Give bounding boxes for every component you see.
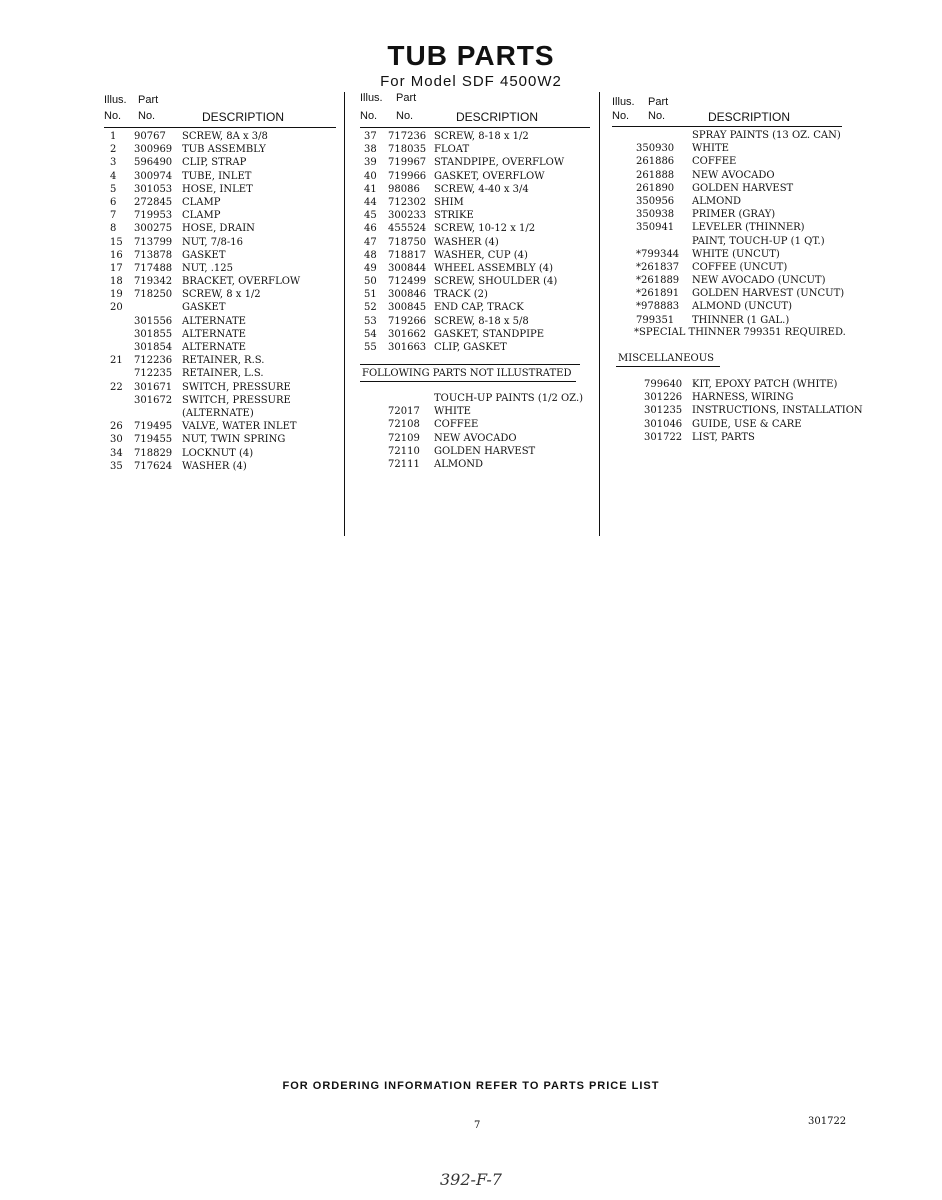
parts-row (612, 169, 862, 182)
illus-number: 38 (364, 144, 377, 156)
header-part-no: No. (396, 110, 414, 122)
part-number: 350956 (636, 195, 675, 207)
parts-row (360, 288, 590, 301)
parts-row (360, 405, 590, 418)
part-description: GASKET, STANDPIPE (434, 328, 545, 340)
part-number: 596490 (134, 157, 173, 169)
section-underline (616, 366, 720, 367)
part-description: ALTERNATE (182, 328, 246, 340)
header-illus: Illus. (360, 92, 383, 104)
part-description: ALMOND (UNCUT) (692, 301, 792, 313)
part-number: 350941 (636, 222, 675, 234)
header-part-no: No. (138, 110, 156, 122)
illus-number: 4 (110, 170, 117, 182)
column-divider (599, 92, 600, 536)
parts-row (104, 143, 336, 156)
illus-number: 16 (110, 249, 123, 261)
part-description: RETAINER, L.S. (182, 368, 264, 380)
parts-row (360, 315, 590, 328)
parts-row (612, 208, 862, 221)
column-header (104, 92, 336, 128)
header-part: Part (648, 96, 669, 108)
parts-row (104, 460, 336, 473)
part-description: END CAP, TRACK (434, 302, 524, 314)
part-description: WHEEL ASSEMBLY (4) (434, 262, 553, 274)
header-part: Part (396, 92, 417, 104)
parts-row (612, 221, 862, 234)
illus-number: 53 (364, 315, 377, 327)
part-description: NEW AVOCADO (434, 432, 517, 444)
parts-row (104, 275, 336, 288)
part-description: PRIMER (GRAY) (692, 209, 776, 221)
part-number: 261888 (636, 169, 675, 181)
part-description: KIT, EPOXY PATCH (WHITE) (692, 379, 838, 390)
part-number: 799351 (636, 314, 675, 326)
part-number: 713799 (134, 236, 173, 248)
parts-list-not-illustrated (360, 392, 590, 471)
parts-row (104, 301, 336, 314)
part-number: 301053 (134, 183, 173, 195)
parts-row (104, 262, 336, 275)
parts-row (612, 195, 862, 208)
parts-row (104, 407, 336, 420)
part-number: 455524 (388, 223, 427, 235)
part-number: 272845 (134, 196, 173, 208)
illus-number: 50 (364, 276, 377, 288)
part-number: 72111 (388, 458, 420, 470)
section-title: MISCELLANEOUS (618, 353, 715, 364)
parts-row (612, 431, 862, 444)
parts-row (360, 183, 590, 196)
illus-number: 55 (364, 342, 377, 353)
illus-number: 35 (110, 460, 123, 472)
illus-number: 5 (110, 183, 117, 195)
part-description: GOLDEN HARVEST (692, 182, 794, 194)
part-number: 72108 (388, 419, 420, 431)
illus-number: 19 (110, 289, 123, 301)
part-description: (ALTERNATE) (182, 407, 254, 419)
parts-row (360, 432, 590, 445)
part-number: *261891 (636, 288, 680, 300)
parts-row (104, 328, 336, 341)
part-number: 301672 (134, 394, 173, 406)
parts-row (104, 249, 336, 262)
part-description: SCREW, 8 x 1/2 (182, 289, 261, 301)
illus-number: 26 (110, 421, 123, 433)
part-description: CLIP, STRAP (182, 157, 247, 169)
part-number: 717624 (134, 460, 173, 472)
parts-row (104, 381, 336, 394)
illus-number: 1 (110, 131, 117, 142)
parts-row (104, 236, 336, 249)
part-number: 98086 (388, 183, 420, 195)
parts-row (360, 130, 590, 143)
parts-row (360, 249, 590, 262)
illus-number: 15 (110, 236, 123, 248)
parts-column-2 (360, 92, 590, 470)
part-number: 301854 (134, 342, 173, 353)
part-number: 717236 (388, 131, 427, 142)
parts-row (612, 248, 862, 261)
parts-row (104, 222, 336, 235)
part-description: SCREW, 8A x 3/8 (182, 131, 268, 142)
part-number: 301663 (388, 342, 427, 353)
part-description: SCREW, 10-12 x 1/2 (434, 223, 536, 235)
header-no: No. (612, 110, 630, 122)
part-description: LEVELER (THINNER) (692, 222, 805, 234)
part-description: TRACK (2) (434, 289, 488, 301)
illus-number: 17 (110, 262, 123, 274)
part-description: GASKET (182, 302, 226, 314)
part-number: 90767 (134, 131, 166, 142)
parts-row (360, 341, 590, 354)
page-title: TUB PARTS (387, 40, 555, 71)
part-description: COFFEE (692, 156, 737, 168)
part-number: 300846 (388, 289, 427, 301)
parts-row (104, 156, 336, 169)
part-description: SCREW, 4-40 x 3/4 (434, 183, 529, 195)
part-description: NUT, .125 (182, 262, 234, 274)
part-description: TUB ASSEMBLY (182, 144, 266, 156)
parts-row (360, 445, 590, 458)
header-illus: Illus. (104, 94, 127, 106)
parts-row (104, 433, 336, 446)
parts-row (612, 391, 862, 404)
parts-row (612, 182, 862, 195)
part-number: 719967 (388, 157, 427, 169)
parts-row (104, 288, 336, 301)
parts-row (104, 394, 336, 407)
part-description: WASHER (4) (434, 236, 499, 248)
parts-row (104, 367, 336, 380)
ordering-note: FOR ORDERING INFORMATION REFER TO PARTS PRICE LIST (282, 1080, 660, 1092)
part-description: THINNER (1 GAL.) (692, 314, 790, 326)
part-number: 300233 (388, 210, 427, 222)
special-note: *SPECIAL THINNER 799351 REQUIRED. (634, 327, 846, 338)
part-description: WASHER, CUP (4) (434, 249, 528, 261)
part-description: HOSE, INLET (182, 183, 253, 195)
part-description: SCREW, SHOULDER (4) (434, 276, 558, 288)
section-underline (360, 381, 576, 382)
part-description: STANDPIPE, OVERFLOW (434, 157, 565, 169)
part-description: PAINT, TOUCH-UP (1 QT.) (692, 235, 825, 247)
part-number: 301671 (134, 381, 173, 393)
part-number: 718817 (388, 249, 427, 261)
part-number: 712499 (388, 276, 427, 288)
part-number: 300844 (388, 262, 427, 274)
part-description: SHIM (434, 196, 464, 208)
part-number: 717488 (134, 262, 173, 274)
parts-row (612, 155, 862, 168)
part-number: 301855 (134, 328, 173, 340)
parts-row (612, 142, 862, 155)
part-number: 72109 (388, 432, 420, 444)
part-number: 300845 (388, 302, 427, 314)
part-number: 350938 (636, 209, 675, 221)
illus-number: 39 (364, 157, 377, 169)
parts-row (104, 447, 336, 460)
part-number: *799344 (636, 248, 680, 260)
part-description: HARNESS, WIRING (692, 392, 794, 404)
parts-row (612, 300, 862, 313)
part-number: 719342 (134, 276, 173, 288)
parts-row (360, 418, 590, 431)
part-number: *261837 (636, 261, 680, 273)
part-description: VALVE, WATER INLET (182, 421, 297, 433)
part-number: 301226 (644, 392, 683, 404)
part-number: 300275 (134, 223, 173, 235)
illus-number: 45 (364, 210, 377, 222)
parts-row (360, 196, 590, 209)
part-description: COFFEE (UNCUT) (692, 261, 788, 273)
parts-list (360, 130, 590, 354)
part-number: 301722 (644, 431, 683, 443)
part-description: CLAMP (182, 196, 221, 208)
part-number: 301662 (388, 328, 427, 340)
header-rule (612, 126, 842, 127)
parts-row (612, 287, 862, 300)
part-description: GASKET, OVERFLOW (434, 170, 545, 182)
parts-row (104, 315, 336, 328)
parts-row (104, 183, 336, 196)
illus-number: 21 (110, 355, 123, 367)
header-description: DESCRIPTION (202, 110, 285, 124)
column-divider (344, 92, 345, 536)
part-description: NEW AVOCADO (692, 169, 775, 181)
header-rule (360, 127, 590, 128)
page-number: 7 (474, 1120, 481, 1131)
handwritten-mark: 392-F-7 (440, 1170, 502, 1189)
part-number: 300969 (134, 144, 173, 156)
header-part: Part (138, 94, 159, 106)
parts-row (360, 392, 590, 405)
part-number: *978883 (636, 301, 680, 313)
part-description: STRIKE (434, 210, 474, 222)
parts-row (360, 222, 590, 235)
part-number: 350930 (636, 143, 675, 155)
column-header (612, 92, 862, 128)
part-description: LIST, PARTS (692, 431, 755, 443)
illus-number: 48 (364, 249, 377, 261)
header-illus: Illus. (612, 96, 635, 108)
illus-number: 41 (364, 183, 377, 195)
parts-column-1 (104, 92, 336, 472)
part-description: LOCKNUT (4) (182, 447, 254, 459)
parts-row (104, 420, 336, 433)
illus-number: 34 (110, 447, 123, 459)
part-number: *261889 (636, 275, 680, 287)
page-subtitle: For Model SDF 4500W2 (380, 73, 562, 90)
part-number: 712236 (134, 355, 173, 367)
part-description: WHITE (UNCUT) (692, 248, 780, 260)
illus-number: 52 (364, 302, 377, 314)
part-number: 300974 (134, 170, 173, 182)
part-description: ALTERNATE (182, 342, 246, 353)
illus-number: 51 (364, 289, 377, 301)
part-number: 718829 (134, 447, 173, 459)
illus-number: 22 (110, 381, 123, 393)
part-number: 799640 (644, 379, 683, 390)
misc-list (612, 378, 862, 444)
parts-row (360, 275, 590, 288)
header-part-no: No. (648, 110, 666, 122)
illus-number: 47 (364, 236, 377, 248)
illus-number: 40 (364, 170, 377, 182)
part-number: 72017 (388, 406, 420, 418)
part-description: CLAMP (182, 210, 221, 222)
part-number: 72110 (388, 445, 420, 457)
part-number: 719953 (134, 210, 173, 222)
section-title: FOLLOWING PARTS NOT ILLUSTRATED (362, 368, 572, 379)
part-description: ALTERNATE (182, 315, 246, 327)
paint-list (612, 129, 862, 327)
part-number: 718750 (388, 236, 427, 248)
parts-row (104, 196, 336, 209)
header-no: No. (104, 110, 122, 122)
column-header (360, 92, 590, 128)
part-description: FLOAT (434, 144, 470, 156)
parts-row (612, 261, 862, 274)
part-number: 261886 (636, 156, 675, 168)
parts-row (104, 130, 336, 143)
part-description: WHITE (692, 143, 729, 155)
part-description: INSTRUCTIONS, INSTALLATION (692, 405, 863, 417)
part-description: SWITCH, PRESSURE (182, 394, 291, 406)
header-description: DESCRIPTION (708, 110, 791, 124)
illus-number: 37 (364, 131, 377, 142)
part-description: GOLDEN HARVEST (UNCUT) (692, 288, 845, 300)
parts-row (612, 418, 862, 431)
part-number: 712235 (134, 368, 173, 380)
part-description: GOLDEN HARVEST (434, 445, 536, 457)
part-description: NUT, TWIN SPRING (182, 434, 286, 446)
illus-number: 20 (110, 302, 123, 314)
part-description: SPRAY PAINTS (13 OZ. CAN) (692, 130, 841, 141)
illus-number: 49 (364, 262, 377, 274)
part-description: SCREW, 8-18 x 5/8 (434, 315, 529, 327)
part-description: ALMOND (434, 458, 484, 470)
part-description: WASHER (4) (182, 460, 247, 472)
illus-number: 3 (110, 157, 117, 169)
parts-row (612, 129, 862, 142)
section-rule (360, 364, 580, 365)
part-description: GUIDE, USE & CARE (692, 418, 802, 430)
document-number: 301722 (808, 1116, 847, 1127)
parts-row (612, 274, 862, 287)
part-number: 719495 (134, 421, 173, 433)
part-description: GASKET (182, 249, 226, 261)
parts-row (104, 341, 336, 354)
parts-row (360, 143, 590, 156)
part-number: 301046 (644, 418, 683, 430)
part-number: 719455 (134, 434, 173, 446)
parts-row (360, 301, 590, 314)
parts-row (104, 170, 336, 183)
parts-row (360, 236, 590, 249)
part-description: TOUCH-UP PAINTS (1/2 OZ.) (434, 393, 584, 404)
parts-row (612, 235, 862, 248)
illus-number: 2 (110, 144, 117, 156)
part-number: 301556 (134, 315, 173, 327)
part-description: RETAINER, R.S. (182, 355, 265, 367)
parts-row (612, 378, 862, 391)
parts-list (104, 130, 336, 473)
parts-row (360, 328, 590, 341)
illus-number: 54 (364, 328, 377, 340)
header-description: DESCRIPTION (456, 110, 539, 124)
part-number: 261890 (636, 182, 675, 194)
illus-number: 30 (110, 434, 123, 446)
part-description: SCREW, 8-18 x 1/2 (434, 131, 529, 142)
part-description: BRACKET, OVERFLOW (182, 276, 301, 288)
parts-row (612, 314, 862, 327)
part-number: 719266 (388, 315, 427, 327)
part-description: TUBE, INLET (182, 170, 252, 182)
parts-row (360, 156, 590, 169)
parts-row (360, 209, 590, 222)
part-description: COFFEE (434, 419, 479, 431)
part-description: CLIP, GASKET (434, 342, 507, 353)
parts-column-3 (612, 92, 863, 443)
illus-number: 44 (364, 196, 377, 208)
parts-row (360, 458, 590, 471)
part-description: NEW AVOCADO (UNCUT) (692, 275, 826, 287)
part-description: HOSE, DRAIN (182, 223, 255, 235)
parts-row (360, 170, 590, 183)
part-description: NUT, 7/8-16 (182, 236, 243, 248)
part-number: 712302 (388, 196, 427, 208)
illus-number: 7 (110, 210, 117, 222)
part-number: 719966 (388, 170, 427, 182)
parts-row (104, 354, 336, 367)
parts-row (104, 209, 336, 222)
part-number: 301235 (644, 405, 683, 417)
parts-row (360, 262, 590, 275)
part-number: 713878 (134, 249, 173, 261)
header-rule (104, 127, 336, 128)
parts-row (612, 404, 862, 417)
illus-number: 6 (110, 196, 117, 208)
illus-number: 46 (364, 223, 377, 235)
part-number: 718250 (134, 289, 173, 301)
part-description: SWITCH, PRESSURE (182, 381, 291, 393)
part-description: ALMOND (692, 195, 742, 207)
illus-number: 18 (110, 276, 123, 288)
part-number: 718035 (388, 144, 427, 156)
part-description: WHITE (434, 406, 471, 418)
illus-number: 8 (110, 223, 117, 235)
header-no: No. (360, 110, 378, 122)
